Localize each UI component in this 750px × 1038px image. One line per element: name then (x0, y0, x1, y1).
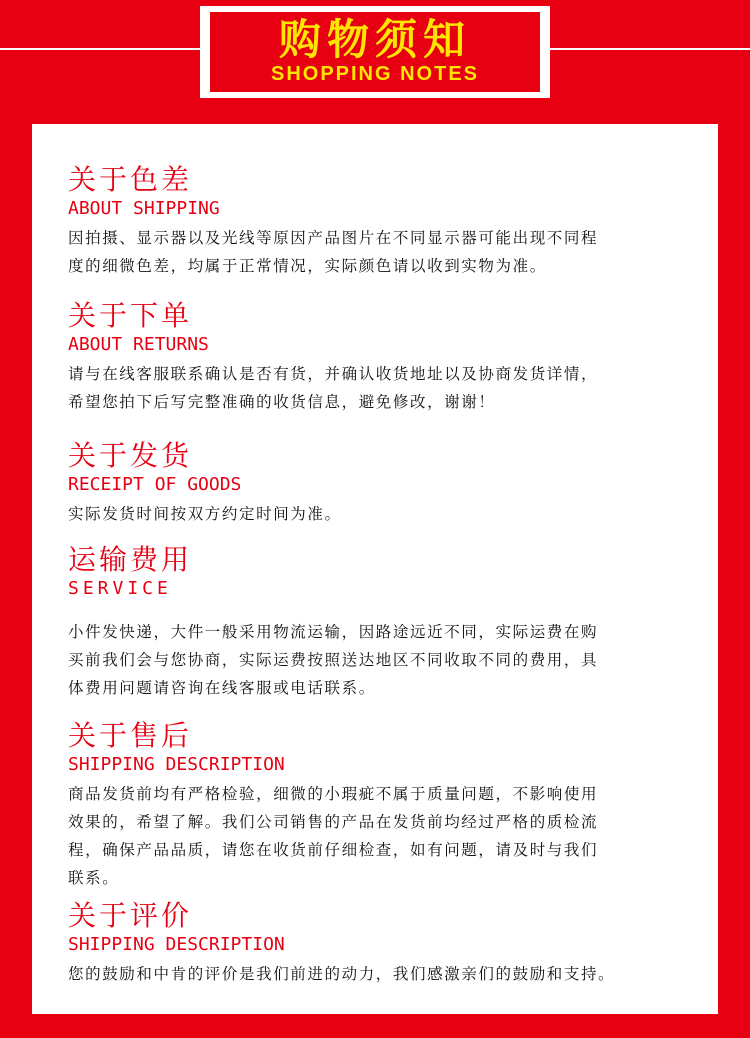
body-line: 实际发货时间按双方约定时间为准。 (68, 505, 342, 523)
section-title: 关于售后 (68, 719, 193, 752)
section-color-difference (68, 164, 708, 280)
section-subtitle: ABOUT RETURNS (68, 334, 209, 355)
section-title: 运输费用 (68, 543, 193, 576)
body-line: 度的细微色差，均属于正常情况，实际颜色请以收到实物为准。 (68, 257, 547, 275)
body-line: 程，确保产品品质，请您在收货前仔细检查，如有问题，请及时与我们 (68, 841, 599, 859)
section-title: 关于评价 (68, 899, 193, 932)
body-line: 希望您拍下后写完整准确的收货信息，避免修改，谢谢！ (68, 393, 496, 411)
section-subtitle: SHIPPING DESCRIPTION (68, 754, 285, 775)
section-subtitle: SERVICE (68, 578, 172, 599)
body-line: 请与在线客服联系确认是否有货，并确认收货地址以及协商发货详情， (68, 365, 599, 383)
section-shipping (68, 440, 708, 528)
section-body (68, 224, 708, 280)
section-subtitle: ABOUT SHIPPING (68, 198, 220, 219)
section-title: 关于色差 (68, 163, 193, 196)
body-line: 小件发快递，大件一般采用物流运输，因路途远近不同，实际运费在购 (68, 623, 599, 641)
section-after-sales (68, 720, 708, 892)
section-freight (68, 544, 708, 702)
body-line: 效果的，希望了解。我们公司销售的产品在发货前均经过严格的质检流 (68, 813, 599, 831)
content-panel (32, 124, 718, 1014)
body-line: 买前我们会与您协商，实际运费按照送达地区不同收取不同的费用，具 (68, 651, 599, 669)
section-title: 关于发货 (68, 439, 193, 472)
section-ordering (68, 300, 708, 416)
section-body (68, 780, 708, 892)
section-body (68, 960, 708, 988)
section-subtitle: RECEIPT OF GOODS (68, 474, 242, 495)
body-line: 体费用问题请咨询在线客服或电话联系。 (68, 679, 376, 697)
page-title-chinese: 购物须知 (278, 15, 471, 64)
title-box (210, 12, 540, 92)
page-title-english: SHOPPING NOTES (270, 63, 480, 85)
section-body (68, 360, 708, 416)
body-line: 联系。 (68, 869, 120, 887)
section-body (68, 618, 708, 702)
section-body (68, 500, 708, 528)
body-line: 您的鼓励和中肯的评价是我们前进的动力，我们感激亲们的鼓励和支持。 (68, 965, 616, 983)
section-subtitle: SHIPPING DESCRIPTION (68, 934, 285, 955)
section-title: 关于下单 (68, 299, 193, 332)
section-reviews (68, 900, 708, 988)
body-line: 商品发货前均有严格检验，细微的小瑕疵不属于质量问题，不影响使用 (68, 785, 599, 803)
body-line: 因拍摄、显示器以及光线等原因产品图片在不同显示器可能出现不同程 (68, 229, 599, 247)
